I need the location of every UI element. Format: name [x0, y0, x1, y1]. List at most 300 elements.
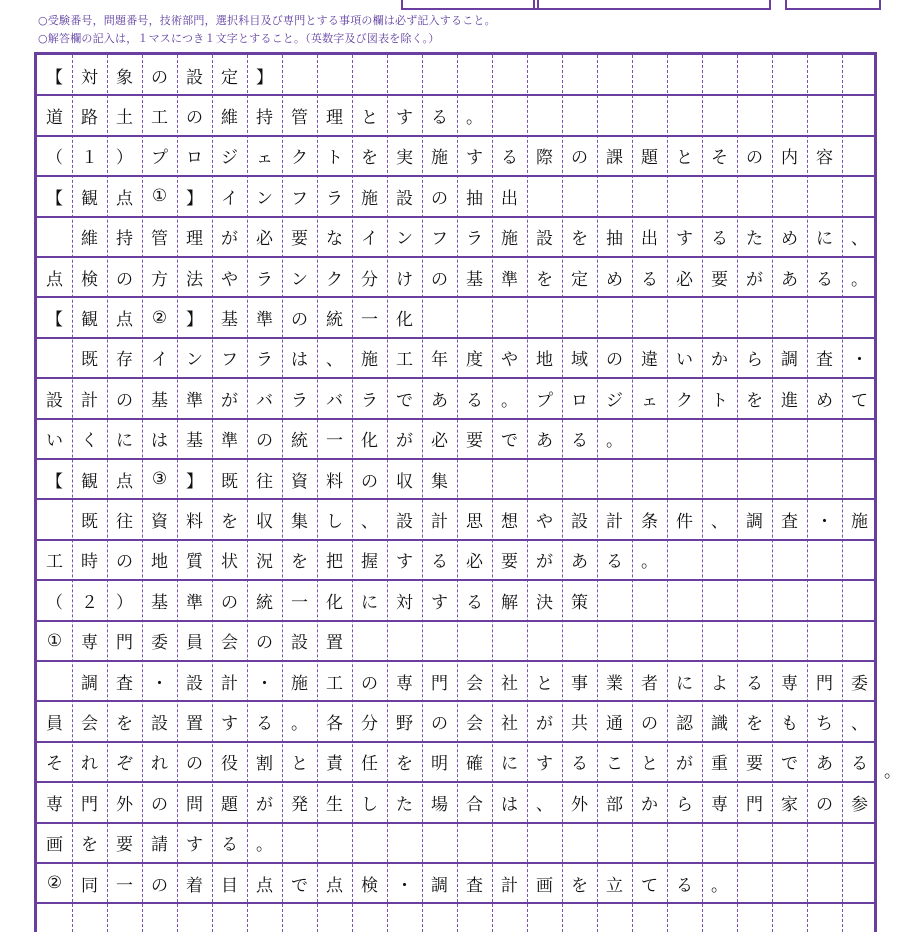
grid-cell: す: [676, 229, 693, 250]
grid-cell: [527, 903, 562, 932]
grid-cell: プ: [536, 390, 553, 411]
grid-cell: の: [186, 754, 203, 775]
grid-cell: [317, 903, 352, 932]
grid-cell: 識: [711, 714, 728, 735]
grid-cell: ン: [291, 269, 308, 290]
grid-cell: る: [606, 552, 623, 573]
grid-cell: す: [536, 754, 553, 775]
grid-cell: 料: [326, 471, 343, 492]
grid-cell: [737, 95, 772, 135]
grid-cell: バ: [326, 390, 343, 411]
grid-cell: 観: [81, 310, 98, 331]
grid-cell: ・: [851, 350, 868, 371]
grid-cell: を: [746, 390, 763, 411]
grid-cell: ク: [676, 390, 693, 411]
grid-cell: 題: [641, 148, 658, 169]
page-box: [785, 0, 881, 10]
grid-cell: を: [746, 714, 763, 735]
grid-cell: 出: [641, 229, 658, 250]
grid-cell: [702, 459, 737, 499]
grid-cell: ①: [46, 630, 63, 651]
grid-cell: 条: [641, 512, 658, 533]
grid-cell: も: [781, 714, 798, 735]
grid-cell: [212, 903, 247, 932]
grid-cell: 点: [116, 310, 133, 331]
grid-cell: す: [221, 714, 238, 735]
grid-cell: [492, 55, 527, 95]
grid-cell: [842, 540, 877, 580]
grid-cell: 立: [606, 875, 623, 896]
grid-cell: 点: [46, 269, 63, 290]
exam-number-box: [401, 0, 539, 10]
grid-cell: 外: [116, 794, 133, 815]
grid-cell: 既: [81, 512, 98, 533]
grid-cell: あ: [571, 552, 588, 573]
grid-cell: が: [256, 794, 273, 815]
grid-cell: [667, 297, 702, 337]
grid-cell: る: [746, 673, 763, 694]
grid-cell: 調: [81, 673, 98, 694]
grid-cell: [842, 863, 877, 903]
grid-cell: [702, 580, 737, 620]
grid-cell: か: [711, 350, 728, 371]
grid-cell: 往: [116, 512, 133, 533]
grid-cell: 準: [186, 390, 203, 411]
grid-cell: ２: [81, 592, 98, 613]
grid-cell: 【: [46, 310, 63, 331]
grid-cell: 存: [116, 350, 133, 371]
grid-cell: [632, 580, 667, 620]
grid-cell: で: [781, 754, 798, 775]
grid-cell: の: [431, 714, 448, 735]
grid-cell: [807, 95, 842, 135]
grid-cell: [387, 903, 422, 932]
grid-cell: 。: [606, 431, 623, 452]
grid-cell: 任: [361, 754, 378, 775]
grid-cell: [527, 297, 562, 337]
grid-cell: 請: [151, 835, 168, 856]
grid-cell: 調: [431, 875, 448, 896]
subject-box: [533, 0, 771, 10]
grid-cell: を: [81, 835, 98, 856]
grid-cell: の: [116, 269, 133, 290]
grid-cell: 質: [186, 552, 203, 573]
grid-cell: 、: [851, 229, 868, 250]
grid-cell: 内: [781, 148, 798, 169]
answer-line: [37, 903, 877, 932]
grid-cell: [702, 419, 737, 459]
grid-cell: [527, 823, 562, 863]
grid-cell: の: [151, 67, 168, 88]
grid-cell: [737, 55, 772, 95]
grid-cell: 理: [186, 229, 203, 250]
grid-cell: 設: [291, 633, 308, 654]
grid-cell: 必: [466, 552, 483, 573]
answer-line: [37, 863, 877, 903]
grid-cell: に: [116, 431, 133, 452]
grid-cell: [842, 136, 877, 176]
grid-cell: [807, 176, 842, 216]
grid-cell: と: [641, 754, 658, 775]
grid-cell: 要: [501, 552, 518, 573]
grid-cell: 化: [361, 431, 378, 452]
grid-cell: 明: [431, 754, 448, 775]
grid-cell: を: [536, 269, 553, 290]
grid-cell: 統: [256, 592, 273, 613]
answer-line: [37, 782, 877, 822]
grid-cell: 基: [151, 390, 168, 411]
grid-cell: こ: [606, 754, 623, 775]
grid-cell: [737, 621, 772, 661]
grid-cell: 、: [851, 714, 868, 735]
grid-cell: 計: [606, 512, 623, 533]
grid-cell: の: [291, 310, 308, 331]
grid-cell: [772, 540, 807, 580]
grid-cell: ラ: [326, 188, 343, 209]
grid-cell: た: [396, 794, 413, 815]
grid-cell: に: [676, 673, 693, 694]
grid-cell: [562, 55, 597, 95]
grid-cell: [772, 55, 807, 95]
grid-cell: 件: [676, 512, 693, 533]
answer-grid: [34, 52, 877, 932]
grid-cell: は: [501, 794, 518, 815]
grid-cell: を: [116, 714, 133, 735]
grid-cell: ち: [816, 714, 833, 735]
grid-cell: [842, 55, 877, 95]
grid-cell: 道: [46, 108, 63, 129]
grid-cell: ン: [186, 350, 203, 371]
grid-cell: [632, 903, 667, 932]
grid-cell: め: [606, 269, 623, 290]
grid-cell: 同: [81, 875, 98, 896]
grid-cell: め: [816, 390, 833, 411]
grid-cell: [702, 55, 737, 95]
grid-cell: の: [151, 875, 168, 896]
grid-cell: る: [816, 269, 833, 290]
grid-cell: [807, 540, 842, 580]
grid-cell: [72, 903, 107, 932]
grid-cell: を: [571, 875, 588, 896]
grid-cell: [597, 297, 632, 337]
grid-cell: 査: [466, 875, 483, 896]
grid-cell: ・: [396, 875, 413, 896]
grid-cell: を: [291, 552, 308, 573]
grid-cell: ラ: [361, 390, 378, 411]
grid-cell: 置: [186, 714, 203, 735]
grid-cell: 門: [81, 794, 98, 815]
grid-cell: 計: [221, 673, 238, 694]
grid-cell: 、: [326, 350, 343, 371]
grid-cell: 往: [256, 471, 273, 492]
grid-cell: [247, 903, 282, 932]
grid-cell: 画: [46, 835, 63, 856]
grid-cell: ら: [746, 350, 763, 371]
grid-cell: 設: [536, 229, 553, 250]
grid-cell: 調: [781, 350, 798, 371]
grid-cell: 門: [431, 673, 448, 694]
grid-cell: ）: [116, 148, 133, 169]
grid-cell: 設: [571, 512, 588, 533]
grid-cell: 維: [221, 108, 238, 129]
grid-cell: 管: [291, 108, 308, 129]
grid-cell: 。: [711, 875, 728, 896]
grid-cell: と: [536, 673, 553, 694]
grid-cell: [807, 419, 842, 459]
grid-cell: 方: [151, 269, 168, 290]
grid-cell: 設: [186, 67, 203, 88]
grid-cell: 準: [256, 310, 273, 331]
grid-cell: れ: [81, 754, 98, 775]
grid-cell: 確: [466, 754, 483, 775]
grid-cell: フ: [431, 229, 448, 250]
grid-cell: あ: [431, 390, 448, 411]
grid-cell: す: [396, 108, 413, 129]
grid-cell: 課: [606, 148, 623, 169]
grid-cell: 問: [186, 794, 203, 815]
grid-cell: [772, 580, 807, 620]
grid-cell: 集: [291, 512, 308, 533]
grid-cell: [772, 621, 807, 661]
grid-cell: が: [536, 714, 553, 735]
grid-cell: と: [676, 148, 693, 169]
grid-cell: 工: [396, 350, 413, 371]
grid-cell: 査: [781, 512, 798, 533]
grid-cell: [842, 176, 877, 216]
grid-cell: の: [816, 794, 833, 815]
grid-cell: 各: [326, 714, 343, 735]
grid-cell: に: [816, 229, 833, 250]
grid-cell: は: [151, 431, 168, 452]
grid-cell: 一: [291, 592, 308, 613]
grid-cell: フ: [221, 350, 238, 371]
grid-cell: 。: [851, 269, 868, 290]
grid-cell: 路: [81, 108, 98, 129]
grid-cell: 分: [361, 714, 378, 735]
grid-cell: [842, 419, 877, 459]
grid-cell: [352, 55, 387, 95]
grid-cell: [597, 459, 632, 499]
answer-line: [37, 297, 877, 337]
grid-cell: [667, 55, 702, 95]
grid-cell: 要: [466, 431, 483, 452]
grid-cell: [387, 55, 422, 95]
grid-cell: [737, 540, 772, 580]
grid-cell: 持: [256, 108, 273, 129]
answer-line: [37, 701, 877, 741]
answer-line: [37, 621, 877, 661]
grid-cell: 把: [326, 552, 343, 573]
grid-cell: [632, 621, 667, 661]
grid-cell: 調: [746, 512, 763, 533]
grid-cell: 。: [501, 390, 518, 411]
grid-cell: [702, 823, 737, 863]
grid-cell: 参: [851, 794, 868, 815]
grid-cell: [667, 903, 702, 932]
grid-cell: [37, 903, 72, 932]
grid-cell: [772, 903, 807, 932]
grid-cell: ・: [256, 673, 273, 694]
grid-cell: ③: [151, 469, 168, 490]
grid-cell: [492, 823, 527, 863]
grid-cell: ク: [326, 269, 343, 290]
grid-cell: 違: [641, 350, 658, 371]
grid-cell: [422, 823, 457, 863]
grid-cell: [492, 459, 527, 499]
grid-cell: [772, 863, 807, 903]
answer-line: [37, 661, 877, 701]
grid-cell: [142, 903, 177, 932]
grid-cell: 土: [116, 108, 133, 129]
grid-cell: 委: [151, 633, 168, 654]
grid-cell: [37, 661, 72, 701]
grid-cell: 。: [466, 108, 483, 129]
grid-cell: が: [221, 229, 238, 250]
grid-cell: く: [81, 431, 98, 452]
grid-cell: の: [361, 673, 378, 694]
grid-cell: 既: [221, 471, 238, 492]
grid-cell: 査: [816, 350, 833, 371]
grid-cell: 、: [361, 512, 378, 533]
grid-cell: 画: [536, 875, 553, 896]
grid-cell: [842, 903, 877, 932]
grid-cell: [37, 499, 72, 539]
grid-cell: [562, 297, 597, 337]
grid-cell: の: [116, 552, 133, 573]
grid-cell: フ: [291, 188, 308, 209]
answer-line: [37, 217, 877, 257]
grid-cell: 場: [431, 794, 448, 815]
answer-line: [37, 136, 877, 176]
grid-cell: 割: [256, 754, 273, 775]
grid-cell: 。: [291, 714, 308, 735]
grid-cell: 業: [606, 673, 623, 694]
grid-cell: [842, 297, 877, 337]
grid-cell: る: [466, 592, 483, 613]
grid-cell: （: [46, 148, 63, 169]
grid-cell: [422, 903, 457, 932]
grid-cell: 社: [501, 714, 518, 735]
grid-cell: が: [221, 390, 238, 411]
grid-cell: 施: [291, 673, 308, 694]
grid-cell: [632, 55, 667, 95]
grid-cell: の: [256, 431, 273, 452]
grid-cell: [597, 55, 632, 95]
answer-line: [37, 540, 877, 580]
grid-cell: [597, 176, 632, 216]
grid-cell: 思: [466, 512, 483, 533]
grid-cell: [527, 176, 562, 216]
grid-cell: 点: [326, 875, 343, 896]
grid-cell: 事: [571, 673, 588, 694]
grid-cell: の: [431, 269, 448, 290]
grid-cell: [807, 297, 842, 337]
grid-cell: が: [536, 552, 553, 573]
grid-cell: 重: [711, 754, 728, 775]
instruction-note-2: ○解答欄の記入は，１マスにつき１文字とすること。（英数字及び図表を除く。）: [38, 32, 440, 45]
grid-cell: の: [186, 108, 203, 129]
grid-cell: ①: [151, 186, 168, 207]
grid-cell: め: [781, 229, 798, 250]
grid-cell: [842, 459, 877, 499]
grid-cell: に: [361, 592, 378, 613]
overflow-punctuation: 。: [884, 762, 901, 782]
grid-cell: １: [81, 148, 98, 169]
grid-cell: を: [396, 754, 413, 775]
grid-cell: [597, 621, 632, 661]
grid-cell: ②: [46, 873, 63, 894]
grid-cell: [737, 863, 772, 903]
grid-cell: 握: [361, 552, 378, 573]
grid-cell: 既: [81, 350, 98, 371]
grid-cell: [562, 621, 597, 661]
grid-cell: [807, 823, 842, 863]
grid-cell: の: [151, 794, 168, 815]
grid-cell: で: [291, 875, 308, 896]
grid-cell: [842, 823, 877, 863]
grid-cell: 定: [571, 269, 588, 290]
grid-cell: ェ: [256, 148, 273, 169]
grid-cell: る: [571, 754, 588, 775]
grid-cell: る: [851, 754, 868, 775]
grid-cell: し: [361, 794, 378, 815]
grid-cell: が: [396, 431, 413, 452]
grid-cell: 出: [501, 188, 518, 209]
instruction-note-1: ○受験番号，問題番号，技術部門，選択科目及び専門とする事項の欄は必ず記入すること。: [38, 14, 496, 27]
grid-cell: 検: [361, 875, 378, 896]
grid-cell: あ: [816, 754, 833, 775]
grid-cell: 家: [781, 794, 798, 815]
grid-cell: れ: [151, 754, 168, 775]
grid-cell: 実: [396, 148, 413, 169]
grid-cell: 要: [116, 835, 133, 856]
grid-cell: ク: [291, 148, 308, 169]
grid-cell: ト: [711, 390, 728, 411]
grid-cell: い: [46, 431, 63, 452]
grid-cell: [457, 55, 492, 95]
answer-line: [37, 378, 877, 418]
grid-cell: [282, 55, 317, 95]
grid-cell: 会: [466, 714, 483, 735]
grid-cell: 料: [186, 512, 203, 533]
grid-cell: の: [221, 592, 238, 613]
grid-cell: [317, 55, 352, 95]
grid-cell: ラ: [466, 229, 483, 250]
grid-cell: イ: [361, 229, 378, 250]
grid-cell: 準: [221, 431, 238, 452]
grid-cell: よ: [711, 673, 728, 694]
grid-cell: 設: [151, 714, 168, 735]
grid-cell: す: [431, 592, 448, 613]
grid-cell: や: [221, 269, 238, 290]
answer-line: [37, 95, 877, 135]
grid-cell: [807, 580, 842, 620]
grid-cell: 象: [116, 67, 133, 88]
grid-cell: 施: [851, 512, 868, 533]
grid-cell: [562, 903, 597, 932]
grid-cell: [562, 459, 597, 499]
answer-line: [37, 459, 877, 499]
grid-cell: [737, 419, 772, 459]
grid-cell: 設: [186, 673, 203, 694]
grid-cell: 設: [46, 390, 63, 411]
grid-cell: 対: [396, 592, 413, 613]
grid-cell: [457, 823, 492, 863]
grid-cell: る: [641, 269, 658, 290]
grid-cell: [667, 95, 702, 135]
grid-cell: [702, 297, 737, 337]
grid-cell: [457, 621, 492, 661]
